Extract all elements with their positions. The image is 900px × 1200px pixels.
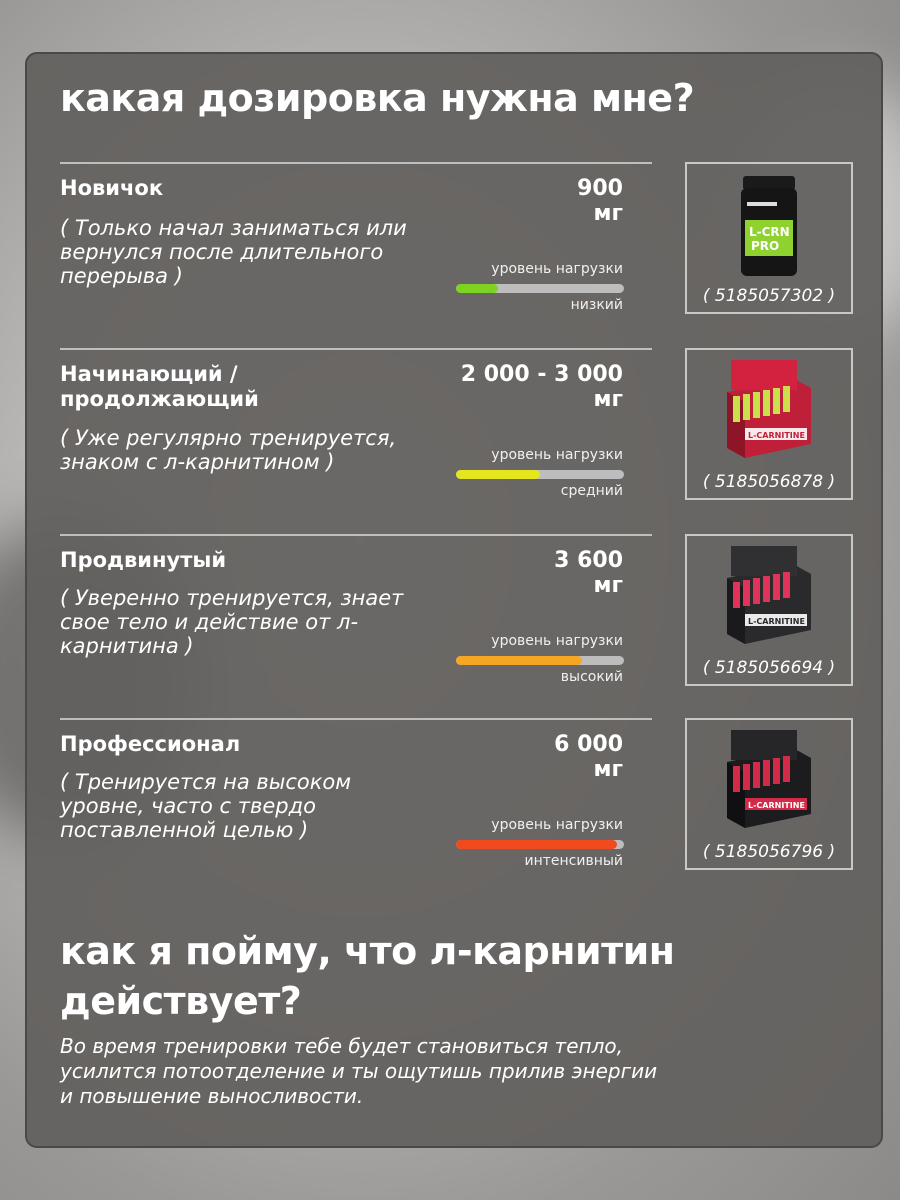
product-jar-image bbox=[737, 172, 801, 280]
product-box-image bbox=[723, 358, 815, 466]
load-bar-fill bbox=[456, 284, 498, 293]
dose-value: 2 000 - 3 000 мг bbox=[460, 362, 623, 412]
load-bar-fill bbox=[456, 840, 617, 849]
dosage-panel bbox=[25, 52, 883, 1148]
product-code: ( 5185057302 ) bbox=[702, 286, 836, 306]
product-code: ( 5185056878 ) bbox=[702, 472, 836, 492]
page-title: какая дозировка нужна мне? bbox=[60, 76, 695, 120]
dose-value: 900 мг bbox=[577, 176, 623, 226]
load-label: уровень нагрузки bbox=[491, 633, 623, 649]
product-code: ( 5185056694 ) bbox=[702, 658, 836, 678]
dose-value: 6 000 мг bbox=[554, 732, 623, 782]
svg-text:L-CRN: L-CRN bbox=[749, 225, 790, 239]
level-description: ( Тренируется на высоком уровне, часто с твердо поставленной целью ) bbox=[60, 770, 352, 842]
load-value: средний bbox=[560, 483, 623, 499]
product-box-image bbox=[723, 728, 815, 836]
svg-text:L-CARNITINE: L-CARNITINE bbox=[748, 801, 805, 810]
question-title: как я пойму, что л-карнитин действует? bbox=[60, 929, 675, 1023]
product-card-1[interactable] bbox=[685, 162, 853, 314]
level-description: ( Только начал заниматься или вернулся после длительного перерыва ) bbox=[60, 216, 407, 288]
level-name: Новичок bbox=[60, 176, 164, 200]
svg-text:PRO: PRO bbox=[751, 239, 780, 253]
answer-text: Во время тренировки тебе будет становиться тепло, усилится потоотделение и ты ощутишь прилив энергии и повышение выносливости. bbox=[60, 1034, 658, 1108]
load-bar bbox=[456, 470, 624, 479]
level-name: Продвинутый bbox=[60, 548, 227, 572]
load-label: уровень нагрузки bbox=[491, 817, 623, 833]
dose-value: 3 600 мг bbox=[554, 548, 623, 598]
load-bar-fill bbox=[456, 656, 582, 665]
level-description: ( Уже регулярно тренируется, знаком с л-карнитином ) bbox=[60, 426, 397, 474]
load-bar bbox=[456, 840, 624, 849]
load-bar bbox=[456, 284, 624, 293]
level-name: Профессионал bbox=[60, 732, 241, 756]
svg-text:L-CARNITINE: L-CARNITINE bbox=[748, 617, 805, 626]
product-card-4[interactable] bbox=[685, 718, 853, 870]
product-code: ( 5185056796 ) bbox=[702, 842, 836, 862]
product-card-2[interactable] bbox=[685, 348, 853, 500]
load-label: уровень нагрузки bbox=[491, 261, 623, 277]
product-card-3[interactable] bbox=[685, 534, 853, 686]
product-box-image bbox=[723, 544, 815, 652]
svg-text:L-CARNITINE: L-CARNITINE bbox=[748, 431, 805, 440]
load-bar bbox=[456, 656, 624, 665]
load-value: интенсивный bbox=[524, 853, 623, 869]
load-value: высокий bbox=[560, 669, 623, 685]
load-label: уровень нагрузки bbox=[491, 447, 623, 463]
level-description: ( Уверенно тренируется, знает свое тело и действие от л-карнитина ) bbox=[60, 586, 404, 658]
level-name: Начинающий / продолжающий bbox=[60, 362, 259, 411]
load-value: низкий bbox=[570, 297, 623, 313]
load-bar-fill bbox=[456, 470, 540, 479]
